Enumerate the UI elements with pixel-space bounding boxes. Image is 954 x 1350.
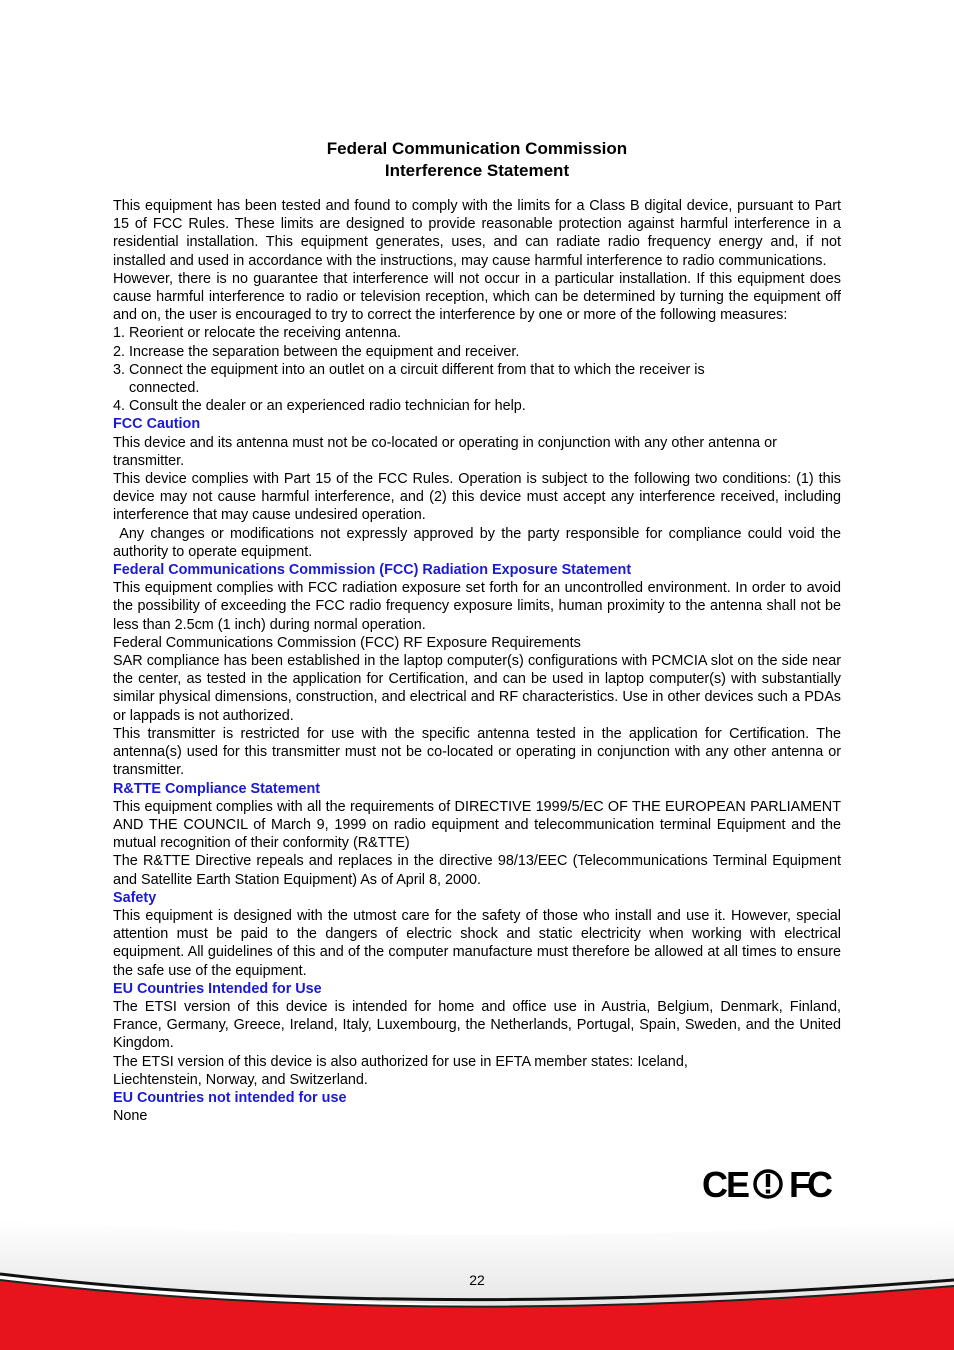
rtte-paragraph-2: The R&TTE Directive repeals and replaces in the directive 98/13/EEC (Telecommunications Terminal Equipment and Satellite Earth Station Equipment) As of April 8, 2000. [113, 853, 841, 888]
fcc-caution-heading: FCC Caution [113, 416, 201, 433]
radiation-paragraph-4: This transmitter is restricted for use with the specific antenna tested in the application for Certification. The antenna(s) used for this transmitter must not be co-located or operating in conjunction with any other antenna or transmitter. [113, 725, 841, 779]
certification-logos [702, 1166, 842, 1202]
radiation-paragraph-2: Federal Communications Commission (FCC) RF Exposure Requirements [113, 634, 581, 651]
page-number: 22 [469, 1272, 485, 1288]
measure-4: 4. Consult the dealer or an experienced radio technician for help. [113, 398, 526, 415]
fcc-paragraph-2: However, there is no guarantee that interference will not occur in a particular installation. If this equipment does cause harmful interference to radio or television reception, which can be determined by turning the equipment off and on, the user is encouraged to try to correct the interference by one or more of the following measures: [113, 270, 841, 324]
measure-3: 3. Connect the equipment into an outlet on a circuit different from that to which the receiver is [113, 361, 705, 378]
eu-use-heading: EU Countries Intended for Use [113, 980, 322, 997]
eu-not-heading: EU Countries not intended for use [113, 1089, 347, 1106]
safety-heading: Safety [113, 889, 157, 906]
alert-mark-icon [755, 1171, 781, 1197]
rtte-heading: R&TTE Compliance Statement [113, 780, 321, 797]
eu-use-paragraph-2-continued: Liechtenstein, Norway, and Switzerland. [113, 1071, 368, 1088]
caution-paragraph-2: This device complies with Part 15 of the FCC Rules. Operation is subject to the following two conditions: (1) this device may not cause harmful interference, and (2) this device must accept any interference received, including interference that may cause undesired operation. [113, 471, 841, 524]
radiation-paragraph-3: SAR compliance has been established in the laptop computer(s) configurations with PCMCIA slot on the side near the center, as tested in the application for Certification, and can be used in laptop computer(s) with substantially similar physical dimensions, construction, and electrical and RF characteristics. Use in other devices such a PDAs or lappads is not authorized. [113, 653, 841, 724]
svg-text:CE: CE [702, 1166, 749, 1202]
caution-paragraph-1: This device and its antenna must not be co-located or operating in conjunction with any other antenna or transmitter. [113, 434, 777, 469]
radiation-paragraph-1: This equipment complies with FCC radiation exposure set forth for an uncontrolled environment. In order to avoid the possibility of exceeding the FCC radio frequency exposure limits, human proximity to the antenna shall not be less than 2.5cm (1 inch) during normal operation. [113, 580, 841, 633]
measure-3-continued: connected. [129, 380, 200, 397]
fc-mark-icon [789, 1166, 833, 1202]
page-title [113, 138, 841, 182]
rtte-paragraph-1: This equipment complies with all the requirements of DIRECTIVE 1999/5/EC OF THE EUROPEAN PARLIAMENT AND THE COUNCIL of March 9, 1999 on radio equipment and telecommunication terminal Equipment and the mutual recognition of their conformity (R&TTE) [113, 798, 841, 852]
svg-text:FC: FC [789, 1166, 829, 1202]
safety-paragraph: This equipment is designed with the utmost care for the safety of those who install and use it. However, special attention must be paid to the dangers of electric shock and static electricity when working with electrical equipment. All guidelines of this and of the computer manufacture must therefore be allowed at all times to ensure the safe use of the equipment. [113, 907, 841, 979]
measure-1: 1. Reorient or relocate the receiving antenna. [113, 325, 401, 342]
document-body [113, 138, 846, 1125]
title-line-1: Federal Communication Commission [326, 139, 628, 158]
ce-mark-icon [702, 1166, 749, 1202]
radiation-heading: Federal Communications Commission (FCC) Radiation Exposure Statement [113, 562, 632, 579]
eu-use-paragraph-2: The ETSI version of this device is also authorized for use in EFTA member states: Iceland, [113, 1053, 688, 1070]
fcc-paragraph-1: This equipment has been tested and found to comply with the limits for a Class B digital device, pursuant to Part 15 of FCC Rules. These limits are designed to provide reasonable protection against harmful interference in a residential installation. This equipment generates, uses, and can radiate radio frequency energy and, if not installed and used in accordance with the instructions, may cause harmful interference to radio communications. [113, 198, 841, 269]
measure-2: 2. Increase the separation between the equipment and receiver. [113, 343, 520, 360]
caution-paragraph-3: Any changes or modifications not expressly approved by the party responsible for compliance could void the authority to operate equipment. [113, 525, 846, 560]
eu-not-paragraph: None [113, 1108, 148, 1125]
eu-use-paragraph-1: The ETSI version of this device is intended for home and office use in Austria, Belgium, Denmark, Finland, France, Germany, Greece, Ireland, Italy, Luxembourg, the Netherlands, Portugal, Spain, Sweden, and the United Kingdom. [113, 998, 841, 1052]
title-line-2: Interference Statement [384, 161, 570, 180]
